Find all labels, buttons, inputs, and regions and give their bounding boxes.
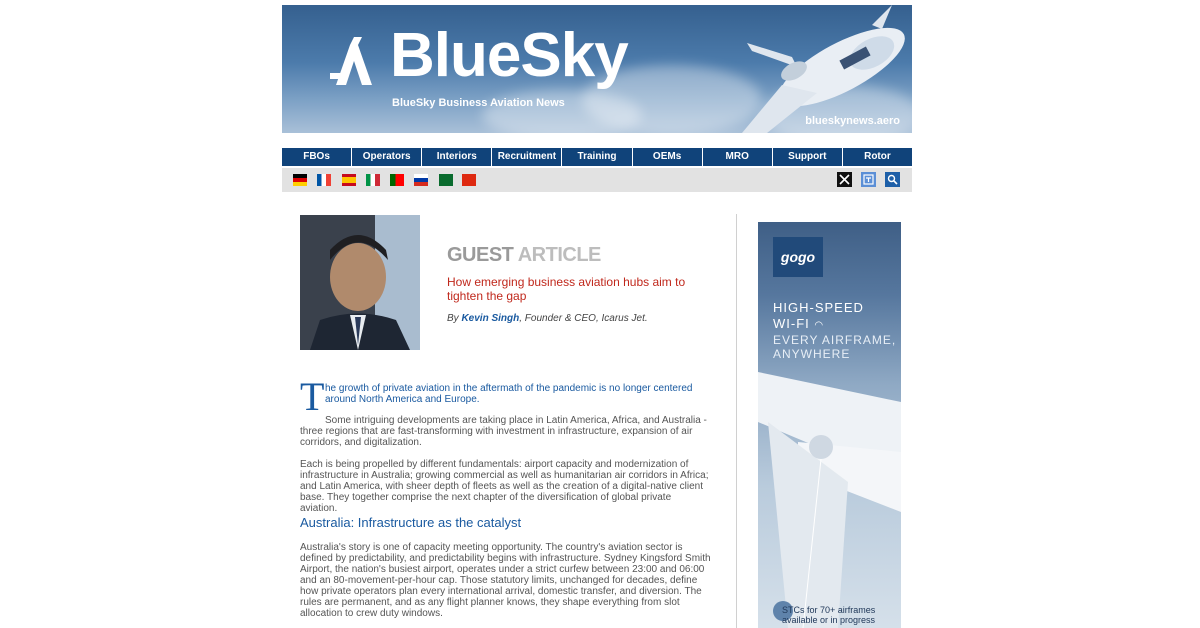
nav-item-recruitment[interactable]: Recruitment xyxy=(492,148,562,166)
flag-french-icon[interactable] xyxy=(317,174,331,186)
byline-suffix: , Founder & CEO, Icarus Jet. xyxy=(519,313,648,324)
article-paragraph-1: Some intriguing developments are taking place in Latin America, Africa, and Australia - three regions that are fast-transforming with investment in infrastructure, expansion of air corridors, and digitalization. xyxy=(300,415,707,448)
article-kicker xyxy=(447,244,601,267)
flag-arabic-icon[interactable] xyxy=(439,174,453,186)
author-photo xyxy=(300,215,420,350)
language-toolbar xyxy=(282,168,912,192)
x-icon[interactable] xyxy=(837,172,852,187)
kicker-guest: GUEST xyxy=(447,244,514,266)
jet-illustration xyxy=(722,5,912,133)
flag-portuguese-icon[interactable] xyxy=(390,174,404,186)
author-portrait xyxy=(300,215,420,350)
ad-footer: STCs for 70+ airframes available or in progress xyxy=(782,605,876,625)
search-icon[interactable] xyxy=(885,172,900,187)
byline-prefix: By xyxy=(447,313,462,324)
kicker-article: ARTICLE xyxy=(517,244,601,266)
site-url[interactable]: blueskynews.aero xyxy=(805,115,900,127)
flag-russian-icon[interactable] xyxy=(414,174,428,186)
article-byline xyxy=(447,313,648,324)
ad-headline-2-wrap xyxy=(773,316,824,334)
nav-item-oems[interactable]: OEMs xyxy=(633,148,703,166)
article-lead: he growth of private aviation in the aftermath of the pandemic is no longer centered around North America and Europe. xyxy=(325,383,693,405)
gogo-logo: gogo xyxy=(773,237,823,277)
brand-tagline: BlueSky Business Aviation News xyxy=(392,97,565,109)
ad-headline-2: WI-FI xyxy=(773,316,810,331)
flag-italian-icon[interactable] xyxy=(366,174,380,186)
nav-item-rotor[interactable]: Rotor xyxy=(864,151,891,162)
nav-item-operators[interactable]: Operators xyxy=(352,148,422,166)
wifi-icon: ◠ xyxy=(814,320,825,331)
header-banner[interactable] xyxy=(282,5,912,133)
nav-item-interiors[interactable]: Interiors xyxy=(422,148,492,166)
nav-item-training[interactable]: Training xyxy=(562,148,632,166)
translate-icon[interactable] xyxy=(861,172,876,187)
main-nav xyxy=(282,148,912,166)
flag-german-icon[interactable] xyxy=(293,174,307,186)
airplane-illustration xyxy=(758,362,901,628)
article-paragraph-2: Each is being propelled by different fundamentals: airport capacity and modernization of infrastructure in Australia; growing commercial as well as humanitarian air corridors in Africa; and Latin America, with sheer depth of fleets as well as the creation of a digital-native client base. They together comprise the next chapter of the diversification of global private aviation. xyxy=(300,459,709,514)
author-link[interactable]: Kevin Singh xyxy=(461,313,520,324)
nav-item-support[interactable]: Support xyxy=(773,148,843,166)
ad-headline-1: HIGH-SPEED xyxy=(773,300,864,315)
gogo-advertisement[interactable] xyxy=(758,222,901,628)
article-subheading: Australia: Infrastructure as the catalyst xyxy=(300,515,522,530)
nav-item-mro[interactable]: MRO xyxy=(703,148,773,166)
nav-item-fbos[interactable]: FBOs xyxy=(282,148,352,166)
flag-spanish-icon[interactable] xyxy=(342,174,356,186)
flag-chinese-icon[interactable] xyxy=(462,174,476,186)
ad-headline-3: EVERY AIRFRAME, ANYWHERE xyxy=(773,333,897,361)
bluesky-logo-icon xyxy=(328,35,378,87)
article-paragraph-3: Australia's story is one of capacity meeting opportunity. The country's aviation sector is defined by predictability, and predictability begins with infrastructure. Sydney Kingsford Smith Airport, the nation's busiest airport, operates under a strict curfew between 23:00 and 06:00 and an 80-movement-per-hour cap. Those statutory limits, unchanged for decades, define how private operators plan every international arrival, domestic transfer, and diversion. The rules are permanent, and as any flight planner knows, they shape everything from slot allocation to crew duty windows. xyxy=(300,542,711,619)
column-divider xyxy=(736,214,737,628)
dropcap: T xyxy=(300,374,325,419)
article-headline: How emerging business aviation hubs aim to tighten the gap xyxy=(447,275,686,303)
brand-name: BlueSky xyxy=(390,21,628,90)
